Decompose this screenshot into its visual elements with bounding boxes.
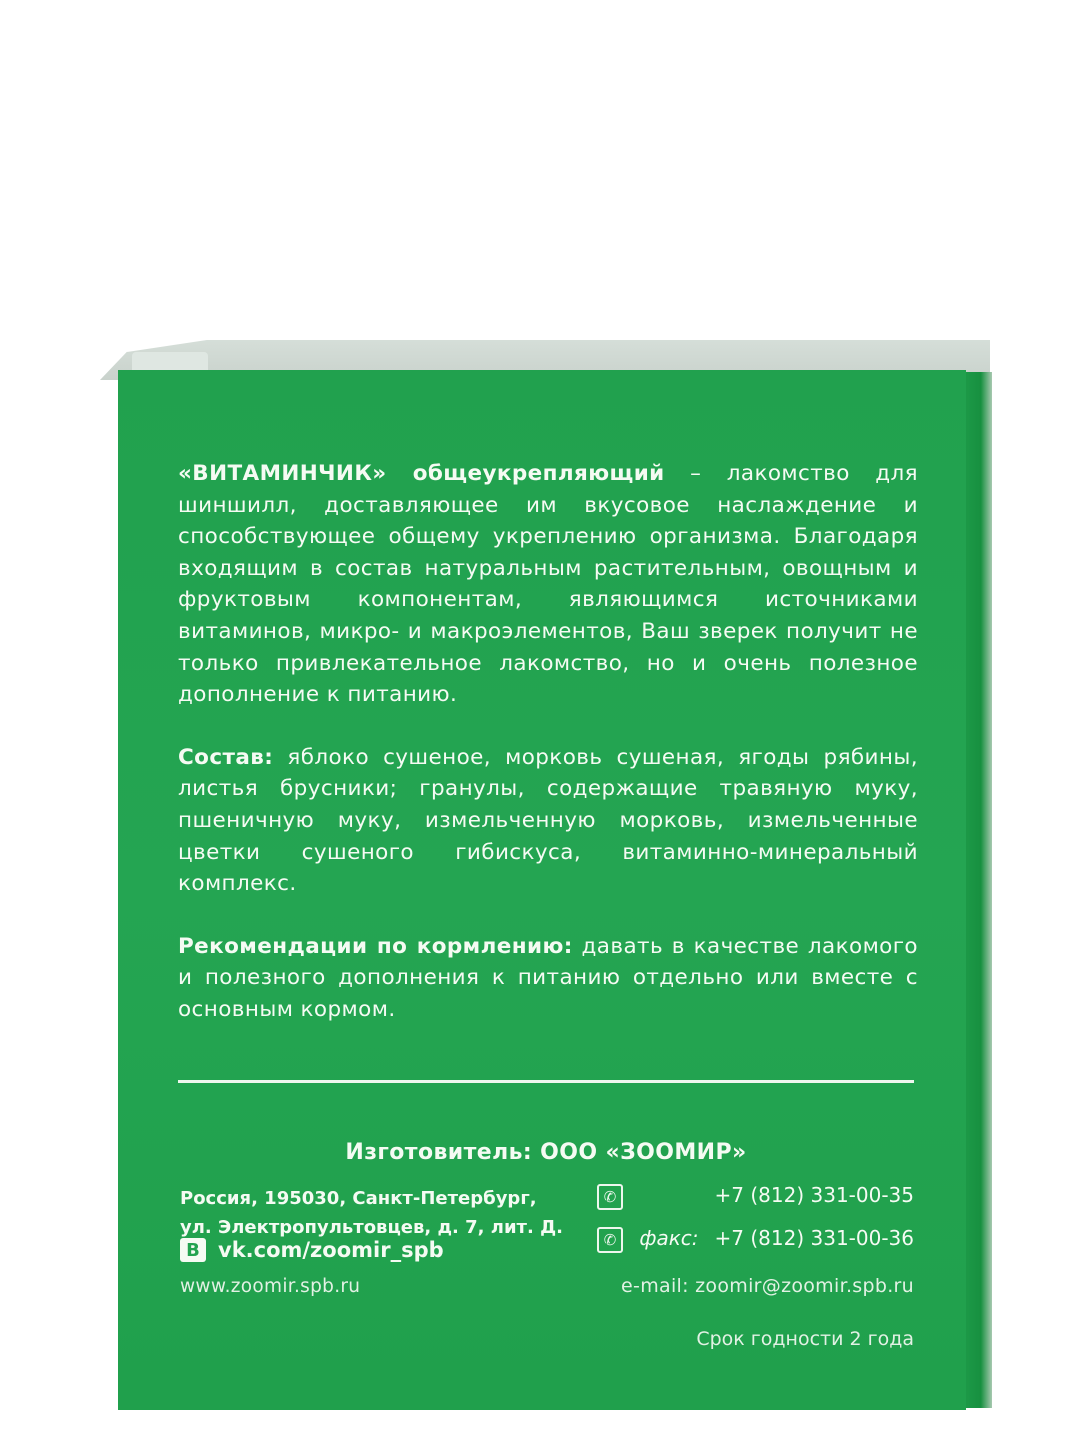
feeding-paragraph (178, 931, 918, 1026)
vk-link[interactable] (180, 1238, 444, 1262)
phone-number: +7 (812) 331-00-35 (714, 1183, 914, 1207)
composition-text: яблоко сушеное, морковь сушеная, ягоды рябины, листья брусники; гранулы, содержащие травяную муку, пшеничную муку, измельченную морковь, измельченные цветки сушеного гибискуса, витаминно-минеральный комплекс. (178, 744, 918, 897)
address-line-2: ул. Электропультовцев, д. 7, лит. Д. (180, 1217, 563, 1238)
fax-number: +7 (812) 331-00-36 (714, 1226, 914, 1250)
box-side (964, 372, 992, 1408)
fax-row (639, 1226, 914, 1250)
manufacturer-title: Изготовитель: ООО «ЗООМИР» (345, 1140, 747, 1165)
vk-icon: В (180, 1238, 206, 1262)
address-line-1: Россия, 195030, Санкт-Петербург, (180, 1188, 537, 1209)
email-text: e-mail: zoomir@zoomir.spb.ru (621, 1275, 914, 1297)
website-link[interactable]: www.zoomir.spb.ru (180, 1276, 361, 1297)
phone-row (715, 1183, 914, 1207)
composition-label: Состав: (178, 744, 274, 770)
description-paragraph (178, 458, 918, 711)
vk-url: vk.com/zoomir_spb (218, 1238, 444, 1262)
manufacturer-address (180, 1184, 563, 1242)
phone-icon: ✆ (597, 1184, 623, 1210)
description-text: – лакомство для шиншилл, доставляющее им вкусовое наслаждение и способствующее общему укреплению организма. Благодаря входящим в состав натуральным растительным, овощным и фруктовым компонентам, являющимся источниками витаминов, микро- и макроэлементов, Ваш зверек получит не только привлекательное лакомство, но и очень полезное дополнение к питанию. (178, 461, 919, 708)
product-name: «ВИТАМИНЧИК» общеукрепляющий (178, 461, 665, 486)
divider-line (178, 1080, 914, 1083)
feeding-text: давать в качестве лакомого и полезного дополнения к питанию отдельно или вместе с основным кормом. (178, 933, 918, 1022)
fax-icon: ✆ (597, 1227, 623, 1253)
composition-paragraph (178, 742, 918, 900)
shelf-life: Срок годности 2 года (696, 1328, 914, 1350)
fax-label: факс: (639, 1226, 699, 1250)
label-text-block (178, 458, 918, 1057)
feeding-label: Рекомендации по кормлению: (178, 933, 573, 959)
